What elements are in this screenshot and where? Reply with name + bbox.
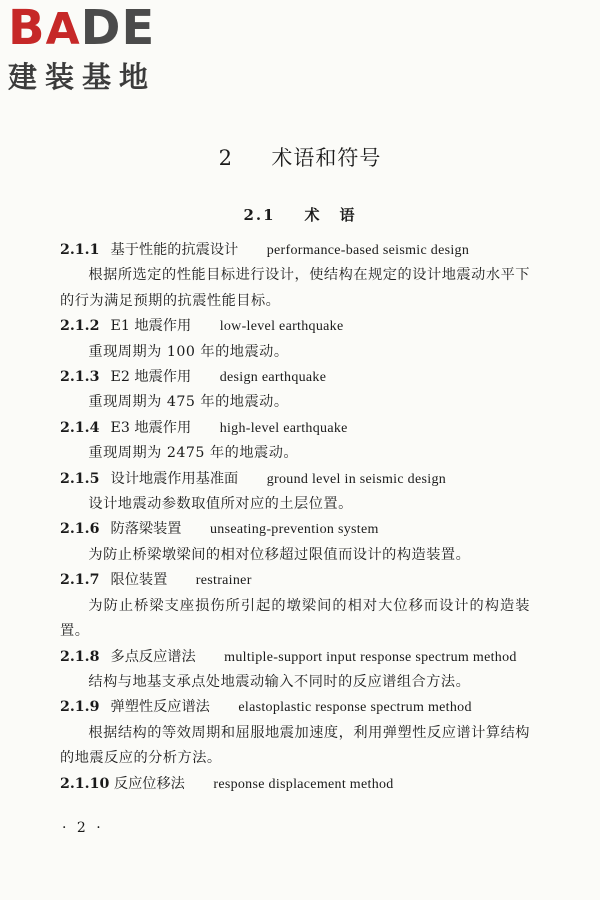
- term-number: 2.1.1: [60, 242, 100, 258]
- term-chinese: 弹塑性反应谱法: [110, 699, 210, 716]
- section-title-part2: 语: [339, 206, 357, 224]
- term-entry: [60, 416, 530, 441]
- term-number: 2.1.10: [60, 775, 110, 792]
- term-entry: [60, 772, 530, 797]
- term-entry: [60, 517, 530, 542]
- term-english: multiple-support input response spectrum method: [224, 649, 517, 665]
- term-definition: 设计地震动参数取值所对应的土层位置。: [88, 496, 353, 513]
- term-chinese: 多点反应谱法: [110, 648, 196, 665]
- section-title: [0, 204, 600, 225]
- term-list: [60, 238, 530, 797]
- logo-subtitle: 建装基地: [8, 60, 157, 94]
- term-chinese: E1 地震作用: [110, 318, 192, 335]
- term-entry: [60, 365, 530, 390]
- term-english: low-level earthquake: [219, 319, 344, 335]
- term-definition: 根据所选定的性能目标进行设计，使结构在规定的设计地震动水平下的行为满足预期的抗震性能目标。: [60, 267, 530, 309]
- term-chinese: 设计地震作用基准面: [110, 470, 239, 487]
- bade-logo: [8, 0, 178, 94]
- term-english: unseating-prevention system: [209, 522, 379, 538]
- term-chinese: 基于性能的抗震设计: [110, 242, 239, 258]
- chapter-title-text: 术语和符号: [271, 146, 382, 170]
- section-title-part1: 术: [304, 206, 322, 224]
- logo-text: BADE: [8, 0, 156, 56]
- term-number: 2.1.8: [60, 648, 100, 665]
- term-entry: [60, 568, 530, 593]
- term-entry: [60, 314, 530, 339]
- chapter-number: 2: [218, 146, 233, 170]
- term-definition: 为防止桥梁支座损伤所引起的墩梁间的相对大位移而设计的构造装置。: [60, 597, 530, 640]
- term-number: 2.1.6: [60, 521, 100, 538]
- term-english: response displacement method: [213, 776, 394, 792]
- chapter-title: [0, 142, 600, 172]
- term-english: design earthquake: [219, 370, 327, 386]
- term-definition: 重现周期为 2475 年的地震动。: [88, 445, 299, 462]
- section-number: 2.1: [243, 206, 276, 224]
- term-english: restrainer: [195, 573, 252, 589]
- term-chinese: E2 地震作用: [110, 369, 192, 386]
- term-number: 2.1.7: [60, 572, 100, 589]
- term-english: ground level in seismic design: [266, 471, 447, 487]
- term-entry: [60, 238, 530, 263]
- term-english: performance-based seismic design: [266, 243, 470, 258]
- term-definition: 结构与地基支承点处地震动输入不同时的反应谱组合方法。: [88, 673, 471, 690]
- term-number: 2.1.9: [60, 699, 100, 716]
- term-number: 2.1.4: [60, 419, 100, 436]
- term-chinese: 反应位移法: [113, 775, 185, 792]
- term-chinese: E3 地震作用: [110, 419, 192, 436]
- term-entry: [60, 645, 530, 670]
- term-number: 2.1.3: [60, 369, 100, 386]
- term-english: elastoplastic response spectrum method: [238, 700, 472, 716]
- term-chinese: 防落梁装置: [110, 521, 182, 538]
- term-definition: 重现周期为 475 年的地震动。: [88, 394, 289, 411]
- term-definition: 为防止桥梁墩梁间的相对位移超过限值而设计的构造装置。: [88, 546, 471, 563]
- term-number: 2.1.2: [60, 318, 100, 335]
- term-entry: [60, 467, 530, 492]
- term-definition: 重现周期为 100 年的地震动。: [88, 343, 289, 360]
- page-number: · 2 ·: [62, 820, 104, 836]
- term-number: 2.1.5: [60, 470, 100, 487]
- term-english: high-level earthquake: [219, 420, 348, 436]
- term-chinese: 限位装置: [110, 572, 168, 589]
- term-definition: 根据结构的等效周期和屈服地震加速度，利用弹塑性反应谱计算结构的地震反应的分析方法。: [60, 724, 530, 767]
- term-entry: [60, 695, 530, 720]
